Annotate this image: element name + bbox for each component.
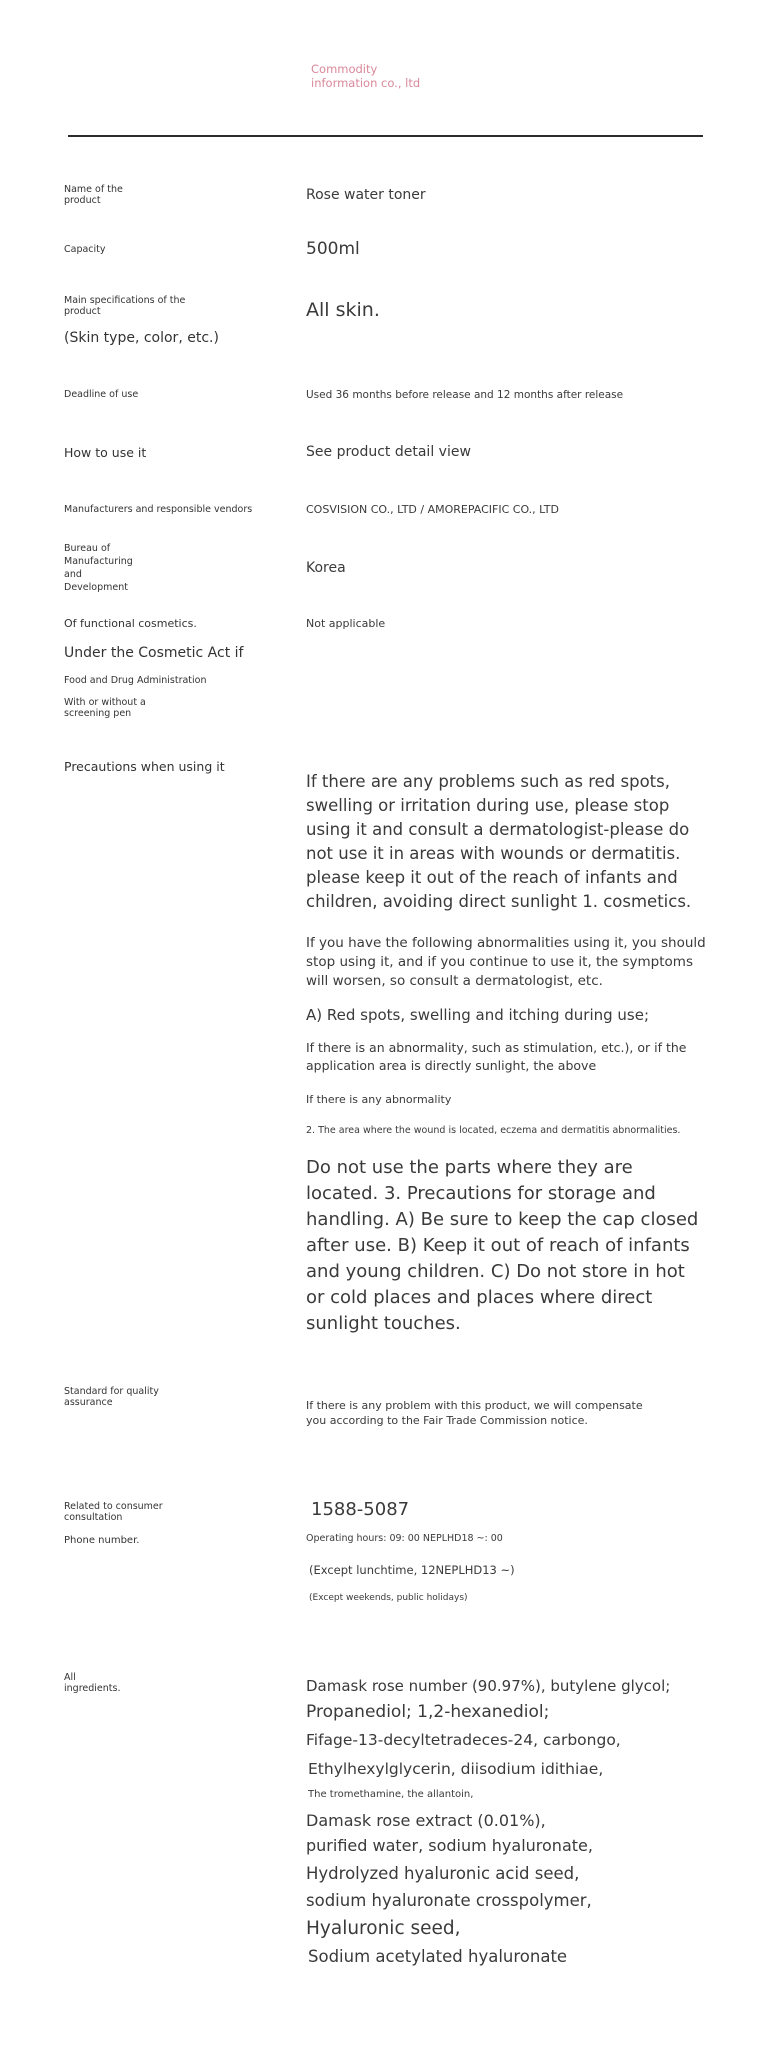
name-label-line2: product: [64, 194, 101, 206]
precautions-paragraph-5: If there is any abnormality: [306, 1093, 452, 1106]
functional-label-2: Under the Cosmetic Act if: [64, 645, 244, 661]
company-name-line1: Commodity: [311, 62, 378, 76]
spec-value: All skin.: [306, 299, 380, 321]
bureau-label-line2: Manufacturing: [64, 556, 133, 567]
precautions-paragraph-3: A) Red spots, swelling and itching during use;: [306, 1006, 650, 1024]
manufacturer-label: Manufacturers and responsible vendors: [64, 504, 253, 515]
ingredients-label-line1: All: [64, 1672, 76, 1683]
ingredient-line: purified water, sodium hyaluronate,: [306, 1836, 593, 1855]
consumer-label: [64, 1502, 163, 1524]
ingredients-label-line2: ingredients.: [64, 1682, 121, 1694]
quality-label-line2: assurance: [64, 1396, 113, 1408]
precautions-paragraph-1: If there are any problems such as red spots, swelling or irritation during use, please stop using it and consult a dermatologist-please do not use it in areas with wounds or dermatitis. please keep it out of the reach of infants and children, avoiding direct sunlight 1. cosmetics.: [306, 772, 692, 911]
functional-label-4-line2: screening pen: [64, 707, 132, 719]
deadline-label: Deadline of use: [64, 389, 139, 400]
ingredients-label: [64, 1673, 120, 1695]
howto-label: How to use it: [64, 445, 147, 460]
consumer-label-line2: consultation: [64, 1511, 123, 1523]
precautions-text: [306, 770, 706, 1337]
consumer-label-line1: Related to consumer: [64, 1501, 163, 1512]
precautions-paragraph-4: If there is an abnormality, such as stimulation, etc.), or if the application area is directly sunlight, the above: [306, 1040, 687, 1073]
phone-number: 1588-5087: [311, 1499, 410, 1520]
ingredients-list: [306, 1674, 706, 1966]
precautions-paragraph-2: If you have the following abnormalities using it, you should stop using it, and if you continue to use it, the symptoms will worsen, so consult a dermatologist, etc.: [306, 935, 706, 989]
spec-label: [64, 296, 185, 318]
precautions-label: Precautions when using it: [64, 759, 225, 774]
ingredient-line: Hydrolyzed hyaluronic acid seed,: [306, 1864, 580, 1883]
ingredient-line: The tromethamine, the allantoin,: [308, 1789, 474, 1800]
spec-label-line1: Main specifications of the: [64, 295, 186, 306]
capacity-label: Capacity: [64, 244, 106, 255]
operating-hours: Operating hours: 09: 00 NEPLHD18 ~: 00: [306, 1533, 503, 1544]
bureau-label: [64, 542, 133, 594]
quality-label: [64, 1387, 159, 1409]
ingredient-line: Propanediol; 1,2-hexanediol;: [306, 1702, 550, 1722]
deadline-value: Used 36 months before release and 12 months after release: [306, 389, 624, 401]
capacity-value: 500ml: [306, 239, 360, 259]
ingredient-line: Fifage-13-decyltetradeces-24, carbongo,: [306, 1731, 621, 1749]
ingredient-line: Damask rose extract (0.01%),: [306, 1811, 546, 1830]
howto-value: See product detail view: [306, 444, 471, 460]
precautions-paragraph-6: 2. The area where the wound is located, eczema and dermatitis abnormalities.: [306, 1125, 681, 1136]
ingredient-line: Ethylhexylglycerin, diisodium idithiae,: [308, 1760, 604, 1778]
bureau-label-line3: and: [64, 569, 82, 580]
name-label: [64, 185, 123, 207]
name-label-line1: Name of the: [64, 184, 123, 195]
phone-label: Phone number.: [64, 1535, 140, 1546]
spec-label-skin-type: (Skin type, color, etc.): [64, 330, 219, 346]
header-divider: [68, 135, 703, 137]
quality-label-line1: Standard for quality: [64, 1386, 159, 1397]
company-name: [311, 62, 420, 90]
bureau-label-line1: Bureau of: [64, 543, 111, 554]
weekend-note: (Except weekends, public holidays): [309, 1593, 468, 1603]
ingredient-line: Sodium acetylated hyaluronate: [308, 1947, 568, 1966]
functional-label-1: Of functional cosmetics.: [64, 617, 197, 630]
bureau-label-line4: Development: [64, 582, 128, 593]
functional-value: Not applicable: [306, 617, 386, 630]
company-name-line2: information co., ltd: [311, 76, 421, 90]
ingredient-line: Hyaluronic seed,: [306, 1918, 461, 1939]
functional-label-3: Food and Drug Administration: [64, 675, 207, 686]
ingredient-line: sodium hyaluronate crosspolymer,: [306, 1891, 592, 1910]
ingredient-line: Damask rose number (90.97%), butylene glycol;: [306, 1677, 671, 1695]
name-value: Rose water toner: [306, 187, 426, 203]
spec-label-line2: product: [64, 305, 101, 317]
bureau-value: Korea: [306, 560, 346, 576]
manufacturer-value: COSVISION CO., LTD / AMOREPACIFIC CO., LTD: [306, 503, 559, 516]
functional-label-4-line1: With or without a: [64, 697, 146, 708]
functional-label-4: [64, 698, 146, 720]
precautions-paragraph-7: Do not use the parts where they are located. 3. Precautions for storage and handling. A) Be sure to keep the cap closed after use. B) Keep it out of reach of infants and young children. C) Do not store in hot or cold places and places where direct sunlight touches.: [306, 1157, 699, 1334]
quality-value: If there is any problem with this product, we will compensate you according to the Fair Trade Commission notice.: [306, 1399, 643, 1427]
lunch-hours: (Except lunchtime, 12NEPLHD13 ~): [309, 1563, 515, 1577]
